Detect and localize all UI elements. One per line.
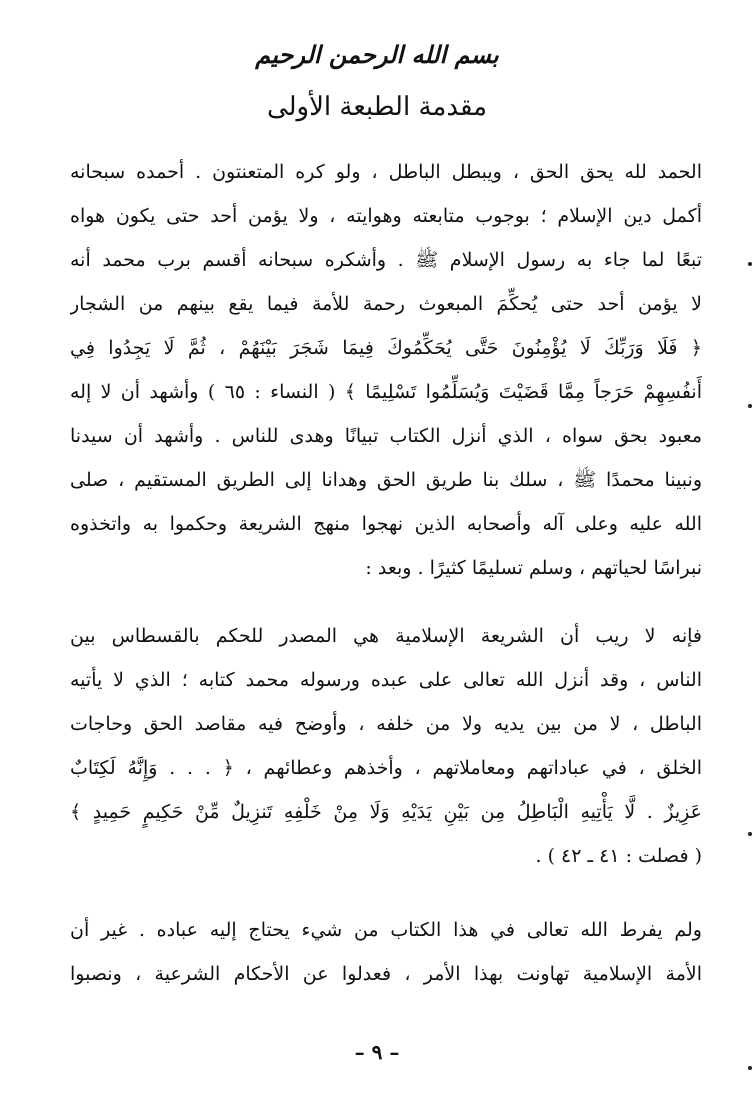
text-line: ونبينا محمدًا ﷺ ، سلك بنا طريق الحق وهدانا إلى الطريق المستقيم ، صلى (70, 469, 702, 491)
scan-speck (748, 404, 752, 408)
text-line: الحمد لله يحق الحق ، ويبطل الباطل ، ولو كره المتعنتون . أحمده سبحانه (70, 161, 702, 183)
text-line: فإنه لا ريب أن الشريعة الإسلامية هي المصدر للحكم بالقسطاس بين (70, 625, 702, 647)
scan-speck (748, 832, 752, 836)
paragraph-2 (70, 614, 702, 878)
basmala-calligraphy: بسم الله الرحمن الرحيم (255, 40, 499, 69)
text-line: لا يؤمن أحد حتى يُحكِّمَ المبعوث رحمة للأمة فيما يقع بينهم من الشجار (70, 293, 702, 315)
scan-speck (748, 1066, 752, 1070)
text-line: الباطل ، لا من بين يديه ولا من خلفه ، وأوضح فيه مقاصد الحق وحاجات (70, 713, 702, 735)
text-line: ولم يفرط الله تعالى في هذا الكتاب من شيء يحتاج إليه عباده . غير أن (70, 919, 702, 941)
text-line: عَزِيزٌ . لَّا يَأْتِيهِ الْبَاطِلُ مِن بَيْنِ يَدَيْهِ وَلَا مِنْ خَلْفِهِ تَنزِيلٌ مِّنْ حَكِيمٍ حَمِيدٍ ﴾ (70, 801, 702, 823)
text-line: ( فصلت : ٤١ ـ ٤٢ ) . (535, 845, 702, 867)
text-line: الخلق ، في عباداتهم ومعاملاتهم ، وأخذهم وعطائهم ، ﴿ . . . وَإِنَّهُ لَكِتَابٌ (70, 757, 702, 779)
text-line: أكمل دين الإسلام ؛ بوجوب متابعته وهوايته ، ولا يؤمن أحد حتى يكون هواه (70, 205, 702, 227)
text-line: ﴿ فَلَا وَرَبِّكَ لَا يُؤْمِنُونَ حَتَّى يُحَكِّمُوكَ فِيمَا شَجَرَ بَيْنَهُمْ ، ثُمَّ لَا يَجِدُوا فِي (70, 337, 702, 359)
paragraph-1 (70, 150, 702, 590)
text-line: تبعًا لما جاء به رسول الإسلام ﷺ . وأشكره سبحانه أقسم برب محمد أنه (70, 249, 702, 271)
text-line: معبود بحق سواه ، الذي أنزل الكتاب تبيانًا وهدى للناس . وأشهد أن سيدنا (70, 425, 702, 447)
paragraph-3 (70, 908, 702, 996)
text-line: الأمة الإسلامية تهاونت بهذا الأمر ، فعدلوا عن الأحكام الشرعية ، ونصبوا (70, 963, 702, 985)
text-line: نبراسًا لحياتهم ، وسلم تسليمًا كثيرًا . وبعد : (365, 557, 702, 579)
page-number: – ٩ – (354, 1040, 400, 1064)
text-line: أَنفُسِهِمْ حَرَجاً مِمَّا قَضَيْتَ وَيُسَلِّمُوا تَسْلِيمًا ﴾ ( النساء : ٦٥ ) وأشهد أن لا إله (70, 381, 702, 403)
text-line: الله عليه وعلى آله وأصحابه الذين نهجوا منهج الشريعة وحكموا به واتخذوه (70, 513, 702, 535)
page-title: مقدمة الطبعة الأولى (266, 92, 488, 122)
text-line: الناس ، وقد أنزل الله تعالى على عبده ورسوله محمد كتابه ؛ الذي لا يأتيه (70, 669, 702, 691)
scan-speck (748, 262, 752, 266)
